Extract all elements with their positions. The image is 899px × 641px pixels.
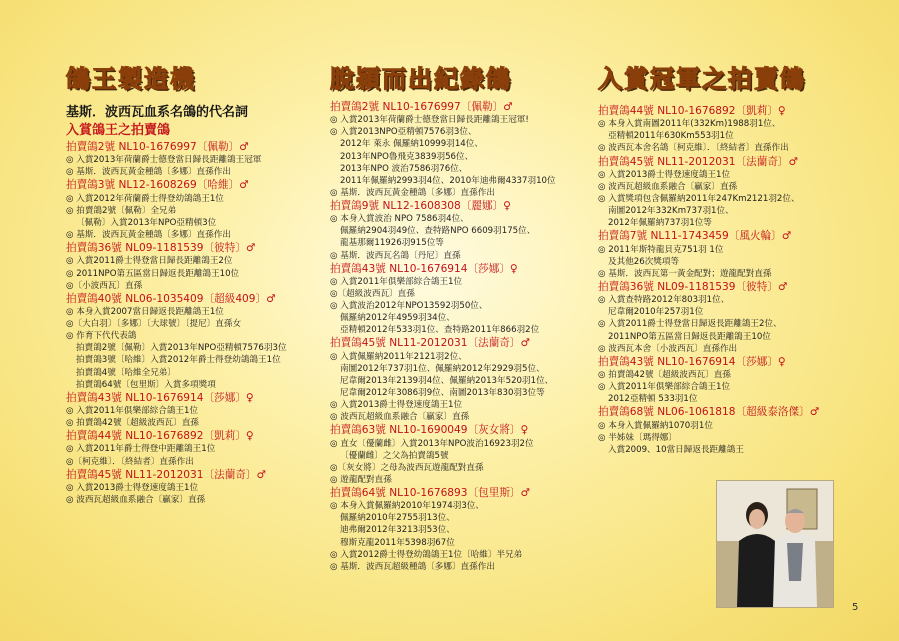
entry-line: 龍基那爾11926羽915位等 [340, 238, 444, 249]
entry-line: ◎〔超級波西瓦〕直孫 [330, 289, 415, 300]
entry-line: 2013年NPO 波治7586羽76位、 [340, 163, 468, 174]
auction-pigeon-heading: 拍賣鴿45號 NL11-2012031〔法蘭奇〕♂ [66, 468, 266, 481]
entry-line: ◎ 波西瓦超級血系融合〔贏家〕直孫 [330, 412, 470, 423]
entry-line: ◎ 入賞2013NPO亞精頓7576羽3位、 [330, 127, 477, 138]
column-title: 入賞冠軍之拍賣鴿 [598, 65, 806, 93]
auction-pigeon-heading: 拍賣鴿45號 NL11-2012031〔法蘭奇〕♂ [598, 155, 798, 168]
entry-line: ◎ 波西瓦超級血系融合〔贏家〕直孫 [598, 181, 738, 192]
column-record-pigeons [330, 60, 588, 573]
entry-line: ◎ 2011NPO第五區當日歸返長距離鴿王10位 [66, 268, 240, 279]
entry-line: ◎ 本身入賞佩羅納1070羽1位 [598, 420, 713, 431]
column-subheading: 入賞鴿王之拍賣鴿 [66, 123, 171, 138]
entry-line: 2011NPO第五區當日歸返長距離鴿王10位 [608, 331, 771, 342]
entry-line: 拍賣鴿4號〔哈維全兄弟〕 [76, 367, 176, 378]
auction-pigeon-heading: 拍賣鴿9號 NL12-1608308〔麗娜〕♀ [330, 199, 511, 212]
entry-line: 入賞2009、10當日歸返長距離鴿王 [608, 444, 744, 455]
entry-line: 拍賣鴿64號〔包里斯〕入賞多項獎項 [76, 379, 216, 390]
entry-line: ◎〔小波西瓦〕直孫 [66, 280, 143, 291]
entry-list [330, 100, 588, 573]
entry-line: ◎ 入賞佩羅納2011年2121羽2位、 [330, 351, 467, 362]
entry-line: 2013年NPO魯飛克3839羽56位、 [340, 151, 474, 162]
entry-line: 迪弗爾2012年3213羽53位、 [340, 525, 455, 536]
auction-pigeon-heading: 拍賣鴿3號 NL12-1608269〔哈維〕♂ [66, 179, 249, 192]
entry-line: ◎ 2011年斯特龍貝克751羽 1位 [598, 244, 724, 255]
entry-line: 2012亞精頓 533羽1位 [608, 394, 698, 405]
column-pigeon-king-maker [66, 60, 322, 506]
entry-line: 亞精頓2012年533羽1位、查特路2011年866羽2位 [340, 325, 540, 336]
entry-line: 穆斯克龍2011年5398羽67位 [340, 537, 455, 548]
column-title: 鴿王製造機 [66, 65, 196, 93]
entry-line: ◎ 波西瓦超級血系融合〔贏家〕直孫 [66, 495, 206, 506]
entry-line: ◎〔大白羽〕〔多娜〕〔大球號〕〔提尼〕直孫女 [66, 319, 242, 330]
auction-pigeon-heading: 拍賣鴿43號 NL10-1676914〔莎娜〕♀ [598, 355, 786, 368]
auction-pigeon-heading: 拍賣鴿2號 NL10-1676997〔佩勒〕♂ [330, 101, 513, 113]
entry-line: ◎ 入賞查特路2012年803羽1位、 [598, 295, 730, 306]
entry-line: ◎ 入賞2011年俱樂部綜合鴿王1位 [330, 276, 463, 287]
auction-pigeon-heading: 拍賣鴿36號 NL09-1181539〔彼特〕♂ [66, 242, 256, 255]
entry-line: ◎〔柯克維〕．〔終結者〕直孫作出 [66, 456, 194, 467]
entry-line: 及其他26次獎項等 [608, 256, 680, 267]
entry-line: ◎ 拍賣鴿2號〔佩勒〕全兄弟 [66, 205, 177, 216]
column-subtitle: 基斯．波西瓦血系名鴿的代名詞 [66, 105, 249, 120]
entry-line: 2012年佩羅納737羽1位等 [608, 218, 712, 229]
column-title: 脫穎而出紀錄鴿 [330, 65, 512, 93]
entry-line: ◎ 基斯．波西瓦黃金種鴿〔多娜〕直孫作出 [66, 167, 231, 178]
auction-pigeon-heading: 拍賣鴿7號 NL11-1743459〔風火輪〕♂ [598, 230, 792, 243]
entry-line: ◎ 入賞2013年荷蘭爵士德登當日歸長距離鴿王冠軍 [66, 155, 262, 166]
entry-line: 尼韋爾2012年3086羽9位、南圖2013年830羽3位等 [340, 387, 545, 398]
entry-line: ◎ 本身入賞南圖2011年(332Km)1988羽1位、 [598, 119, 781, 130]
auction-pigeon-heading: 拍賣鴿44號 NL10-1676892〔凱莉〕♀ [66, 430, 254, 443]
auction-pigeon-heading: 拍賣鴿68號 NL06-1061818〔超級泰洛傑〕♂ [598, 406, 820, 419]
breeders-photo [716, 480, 834, 608]
auction-pigeon-heading: 拍賣鴿43號 NL10-1676914〔莎娜〕♀ [66, 391, 254, 404]
entry-line: ◎ 基斯．波西瓦超級種鴿〔多娜〕直孫作出 [330, 561, 495, 572]
entry-line: ◎ 入賞2013爵士得登速度鴿王1位 [598, 169, 731, 180]
auction-pigeon-heading: 拍賣鴿45號 NL11-2012031〔法蘭奇〕♂ [330, 337, 530, 350]
auction-pigeon-heading: 拍賣鴿64號 NL10-1676893〔包里斯〕♂ [330, 486, 530, 499]
entry-line: 尼韋爾2013年2139羽4位、佩羅納2013年520羽1位、 [340, 375, 554, 386]
entry-line: ◎ 基斯．波西瓦第一黃金配對；遊龍配對直孫 [598, 268, 772, 279]
entry-line: 亞精頓2011年630Km553羽1位 [608, 131, 734, 142]
column-champion-auction-pigeons [598, 60, 858, 456]
entry-line: ◎ 入賞2013爵士得登速度鴿王1位 [330, 400, 463, 411]
entry-line: ◎ 本身入賞波治 NPO 7586羽4位、 [330, 214, 469, 225]
entry-line: ◎ 半姊妹〔瑪得娜〕 [598, 432, 677, 443]
entry-line: 拍賣鴿2號〔佩勒〕入賞2013年NPO亞精頓7576羽3位 [76, 343, 287, 354]
entry-line: 南圖2012年332Km737羽1位、 [608, 206, 734, 217]
entry-line: ◎ 入賞2013年荷蘭爵士德登當日歸長距離鴿王冠軍! [330, 115, 529, 126]
entry-line: ◎ 入賞2011年俱樂部綜合鴿王1位 [66, 405, 199, 416]
entry-line: 尼韋爾2010年257羽1位 [608, 307, 704, 318]
entry-line: 2012年 萊永 佩羅納10999羽14位、 [340, 139, 483, 150]
entry-line: 2011年佩羅納2993羽4位、2010年迪弗爾4337羽10位 [340, 175, 556, 186]
entry-line: ◎ 入賞2011爵士得登當日歸返長距離鴿王2位、 [598, 319, 782, 330]
entry-line: ◎ 波西瓦本舍名鴿〔柯克維〕．〔終結者〕直孫作出 [598, 143, 789, 154]
entry-line: ◎ 拍賣鴿42號〔超級波西瓦〕直孫 [598, 369, 731, 380]
entry-line: ◎ 本身入賞2007當日歸返長距離鴿王1位 [66, 307, 224, 318]
auction-pigeon-heading: 拍賣鴿40號 NL06-1035409〔超級409〕♂ [66, 292, 276, 305]
entry-line: 〔優蘭雌〕之父為拍賣鴿5號 [340, 450, 449, 461]
entry-line: ◎ 基斯．波西瓦名鴿〔丹尼〕直孫 [330, 250, 461, 261]
entry-line: ◎ 遊龍配對直孫 [330, 474, 392, 485]
entry-list [66, 140, 322, 506]
entry-list [598, 104, 858, 456]
entry-line: ◎ 入賞2012爵士得登幼鴿鴿王1位〔哈維〕半兄弟 [330, 549, 523, 560]
entry-line: ◎ 入賞獎項包含佩羅納2011年247Km2121羽2位、 [598, 194, 800, 205]
entry-line: ◎ 入賞2012年荷蘭爵士得登幼鴿鴿王1位 [66, 193, 224, 204]
entry-line: ◎ 入賞2011年爵士得登中距離鴿王1位 [66, 444, 216, 455]
auction-pigeon-heading: 拍賣鴿44號 NL10-1676892〔凱莉〕♀ [598, 105, 786, 117]
entry-line: ◎ 拍賣鴿42號〔超級波西瓦〕直孫 [66, 418, 199, 429]
entry-line: ◎ 基斯．波西瓦黃金種鴿〔多娜〕直孫作出 [330, 187, 495, 198]
entry-line: ◎ 波西瓦本舍〔小波西瓦〕直孫作出 [598, 343, 738, 354]
entry-line: ◎ 入賞2013爵士得登速度鴿王1位 [66, 482, 199, 493]
page-number: 5 [852, 602, 859, 613]
entry-line: 佩羅納2010年2755羽13位、 [340, 513, 455, 524]
entry-line: 拍賣鴿3號〔哈維〕入賞2012年爵士得登幼鴿鴿王1位 [76, 355, 281, 366]
auction-pigeon-heading: 拍賣鴿36號 NL09-1181539〔彼特〕♂ [598, 280, 788, 293]
entry-line: 佩羅納2904羽49位、查特路NPO 6609羽175位、 [340, 226, 536, 237]
entry-line: ◎ 入賞2011年俱樂部綜合鴿王1位 [598, 382, 731, 393]
auction-pigeon-heading: 拍賣鴿2號 NL10-1676997〔佩勒〕♂ [66, 141, 249, 153]
auction-pigeon-heading: 拍賣鴿63號 NL10-1690049〔灰女將〕♀ [330, 424, 529, 437]
entry-line: ◎ 基斯．波西瓦黃金種鴿〔多娜〕直孫作出 [66, 230, 231, 241]
entry-line: ◎ 本身入賞佩羅納2010年1974羽3位、 [330, 501, 484, 512]
entry-line: 〔佩勒〕入賞2013年NPO亞精頓3位 [76, 217, 217, 228]
entry-line: ◎ 入賞2011爵士得登當日歸長距離鴿王2位 [66, 256, 233, 267]
auction-pigeon-heading: 拍賣鴿43號 NL10-1676914〔莎娜〕♀ [330, 262, 518, 275]
entry-line: 佩羅納2012年4959羽34位、 [340, 313, 455, 324]
entry-line: 南圖2012年737羽1位、佩羅納2012年2929羽5位、 [340, 363, 545, 374]
entry-line: ◎ 直女〔優蘭雌〕入賞2013年NPO波治16923羽2位 [330, 438, 534, 449]
entry-line: ◎ 作育下代代表鴿 [66, 331, 137, 342]
entry-line: ◎〔灰女將〕之母為波西瓦遊龍配對直孫 [330, 462, 484, 473]
entry-line: ◎ 入賞波治2012年NPO13592羽50位、 [330, 301, 488, 312]
